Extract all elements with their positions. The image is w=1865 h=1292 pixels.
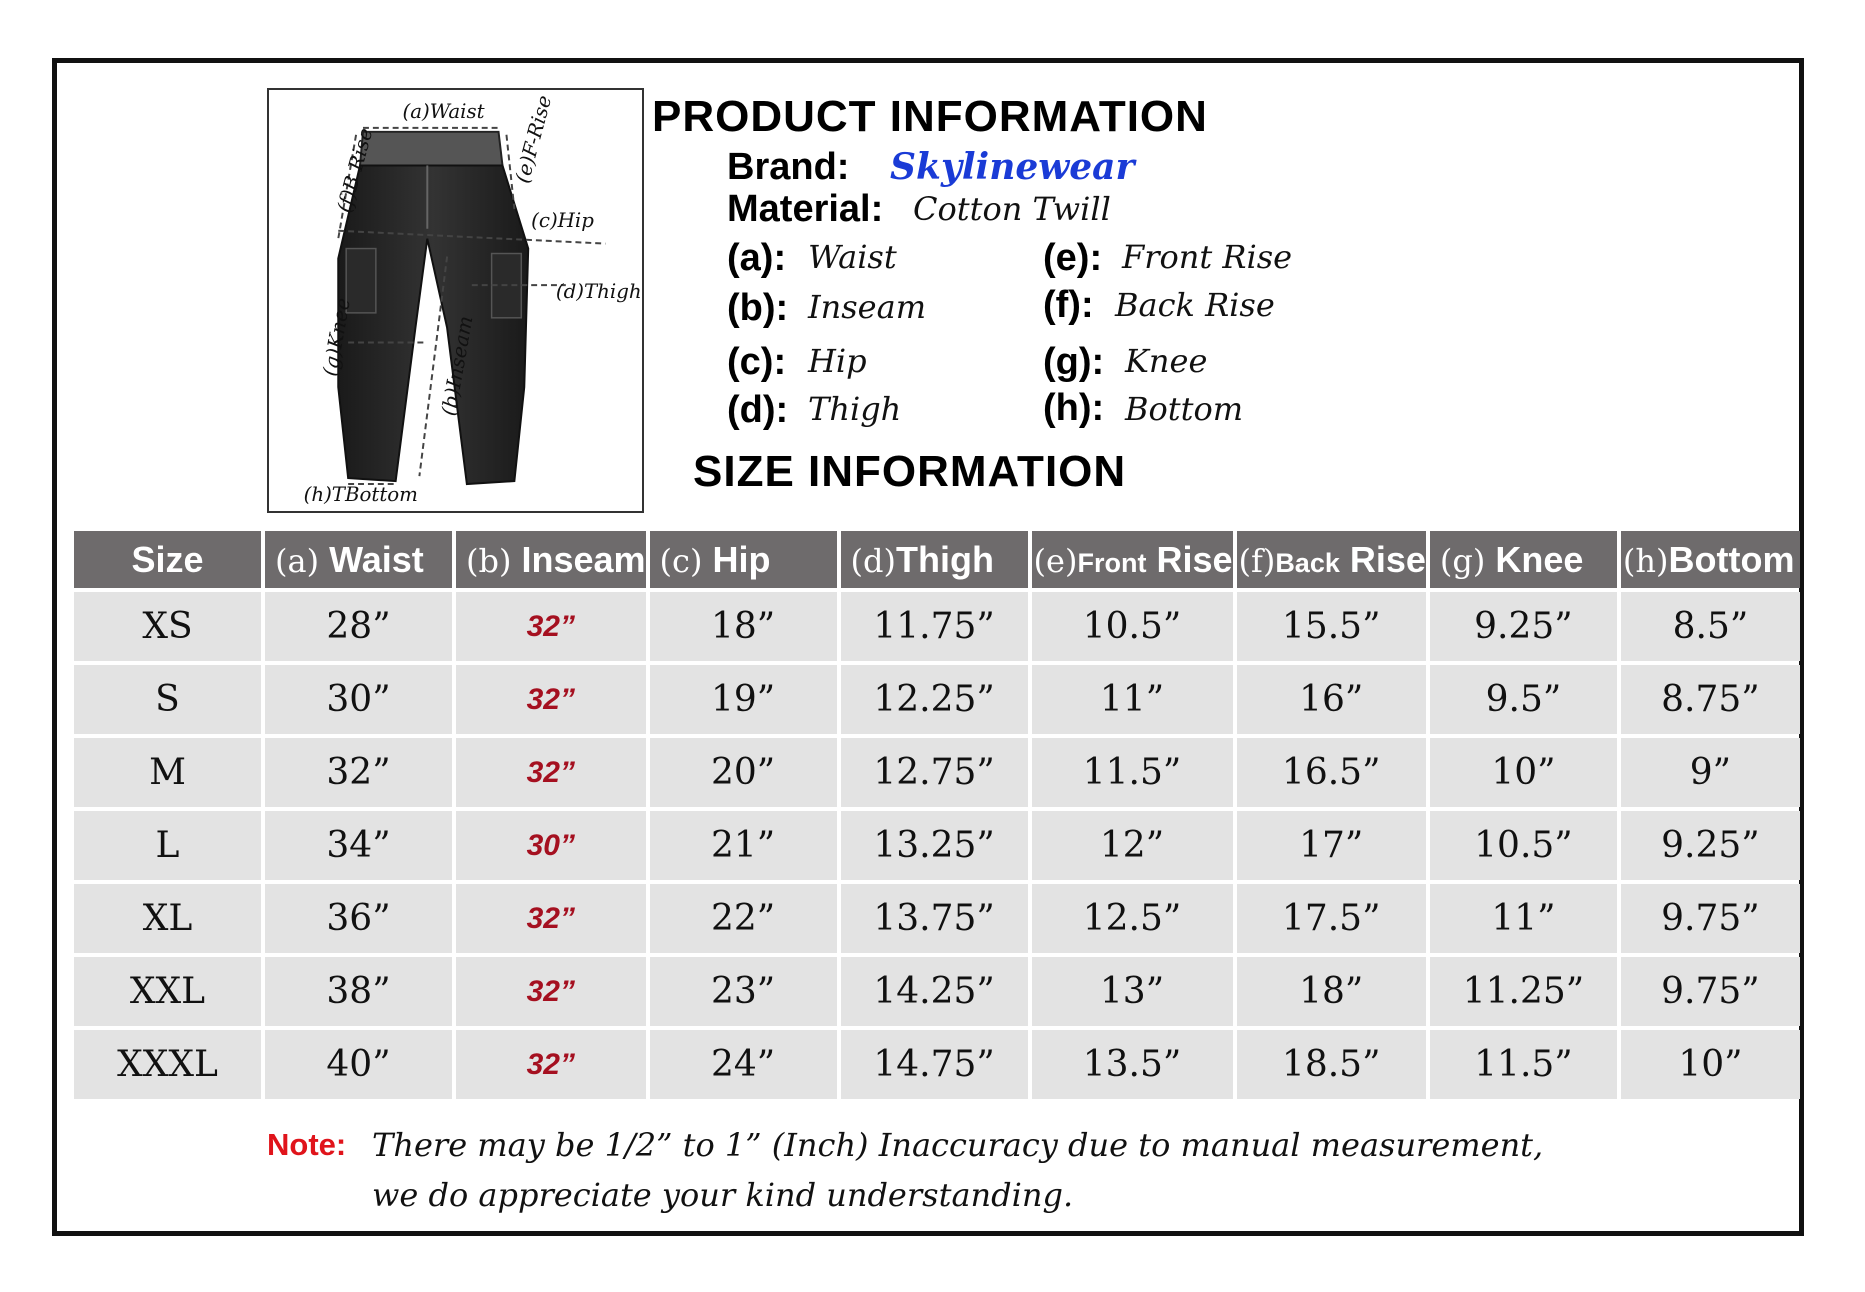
cell-bottom: 8.5” [1621, 592, 1800, 661]
legend-key-b: (b): [727, 287, 789, 329]
cell-front-rise: 11.5” [1032, 738, 1233, 807]
cell-bottom: 9.75” [1621, 884, 1800, 953]
brand-label: Brand: [727, 146, 850, 188]
cell-thigh: 12.25” [841, 665, 1028, 734]
cell-front-rise: 12.5” [1032, 884, 1233, 953]
cell-hip: 24” [650, 1030, 837, 1099]
cell-bottom: 10” [1621, 1030, 1800, 1099]
header-waist: (a) Waist [265, 531, 452, 588]
brand-value: Skylinewear [890, 146, 1135, 188]
label-front-rise: (e)F-Rise [510, 92, 557, 186]
cell-thigh: 12.75” [841, 738, 1028, 807]
cell-hip: 19” [650, 665, 837, 734]
cell-waist: 32” [265, 738, 452, 807]
cell-front-rise: 10.5” [1032, 592, 1233, 661]
cell-back-rise: 16” [1237, 665, 1426, 734]
pants-measurement-diagram [267, 88, 644, 513]
cell-knee: 10” [1430, 738, 1617, 807]
cell-bottom: 9.75” [1621, 957, 1800, 1026]
legend-value-d: Thigh [808, 390, 902, 428]
legend-value-g: Knee [1125, 342, 1208, 380]
cell-front-rise: 11” [1032, 665, 1233, 734]
cell-inseam: 32” [456, 1030, 646, 1099]
cell-back-rise: 18.5” [1237, 1030, 1426, 1099]
pants-body [338, 165, 528, 484]
cell-hip: 22” [650, 884, 837, 953]
cell-bottom: 8.75” [1621, 665, 1800, 734]
cell-waist: 38” [265, 957, 452, 1026]
label-inseam: (b)Inseam [437, 314, 478, 418]
cell-knee: 11.5” [1430, 1030, 1617, 1099]
legend-key-c: (c): [727, 341, 787, 383]
cell-knee: 9.5” [1430, 665, 1617, 734]
legend-value-e: Front Rise [1122, 238, 1293, 276]
header-hip: (c) Hip [650, 531, 837, 588]
cell-waist: 30” [265, 665, 452, 734]
note-line-1: There may be 1/2” to 1” (Inch) Inaccuracy due to manual measurement, [372, 1126, 1544, 1164]
cell-inseam: 32” [456, 738, 646, 807]
legend-key-d: (d): [727, 389, 789, 431]
size-row-l [74, 811, 1800, 880]
cell-waist: 40” [265, 1030, 452, 1099]
cell-size: XS [74, 592, 261, 661]
cell-waist: 34” [265, 811, 452, 880]
header-thigh: (d)Thigh [841, 531, 1028, 588]
cell-size: XXL [74, 957, 261, 1026]
size-information-title: SIZE INFORMATION [693, 447, 1127, 496]
cell-hip: 21” [650, 811, 837, 880]
cell-size: XXXL [74, 1030, 261, 1099]
legend-value-b: Inseam [808, 288, 927, 326]
material-value: Cotton Twill [913, 190, 1111, 228]
label-waist: (a)Waist [402, 99, 485, 123]
cell-size: S [74, 665, 261, 734]
header-inseam: (b) Inseam [456, 531, 646, 588]
cell-bottom: 9” [1621, 738, 1800, 807]
label-bottom: (h)TBottom [303, 482, 418, 506]
header-back-rise: (f)Back Rise [1237, 531, 1426, 588]
cell-knee: 10.5” [1430, 811, 1617, 880]
header-bottom: (h)Bottom [1621, 531, 1800, 588]
size-table-header-row [74, 531, 1800, 588]
cell-back-rise: 18” [1237, 957, 1426, 1026]
size-table [70, 527, 1804, 1103]
legend-key-h: (h): [1043, 387, 1105, 429]
cell-knee: 11” [1430, 884, 1617, 953]
cell-inseam: 32” [456, 665, 646, 734]
legend-value-a: Waist [808, 238, 897, 276]
header-knee: (g) Knee [1430, 531, 1617, 588]
cell-inseam: 30” [456, 811, 646, 880]
cell-bottom: 9.25” [1621, 811, 1800, 880]
cell-back-rise: 16.5” [1237, 738, 1426, 807]
cell-waist: 28” [265, 592, 452, 661]
cell-front-rise: 13.5” [1032, 1030, 1233, 1099]
cell-thigh: 13.25” [841, 811, 1028, 880]
cell-thigh: 14.75” [841, 1030, 1028, 1099]
cell-thigh: 14.25” [841, 957, 1028, 1026]
cell-front-rise: 12” [1032, 811, 1233, 880]
cell-knee: 9.25” [1430, 592, 1617, 661]
size-row-xxl [74, 957, 1800, 1026]
cell-size: XL [74, 884, 261, 953]
cell-size: L [74, 811, 261, 880]
cell-front-rise: 13” [1032, 957, 1233, 1026]
cell-inseam: 32” [456, 592, 646, 661]
cell-knee: 11.25” [1430, 957, 1617, 1026]
cell-inseam: 32” [456, 957, 646, 1026]
cell-thigh: 13.75” [841, 884, 1028, 953]
size-row-xl [74, 884, 1800, 953]
label-knee: (g)Knee [318, 296, 355, 379]
cell-back-rise: 17.5” [1237, 884, 1426, 953]
cell-back-rise: 17” [1237, 811, 1426, 880]
cell-hip: 18” [650, 592, 837, 661]
pants-waistband [360, 132, 502, 166]
cell-back-rise: 15.5” [1237, 592, 1426, 661]
note-label: Note: [267, 1127, 347, 1162]
label-thigh: (d)Thigh [555, 280, 642, 304]
material-label: Material: [727, 188, 884, 230]
legend-value-c: Hip [808, 342, 867, 380]
legend-key-e: (e): [1043, 237, 1103, 279]
legend-key-g: (g): [1043, 341, 1105, 383]
size-row-xxxl [74, 1030, 1800, 1099]
cell-waist: 36” [265, 884, 452, 953]
label-back-rise: (f)B Rise [332, 125, 378, 216]
note-line-2: we do appreciate your kind understanding. [372, 1176, 1074, 1214]
header-front-rise: (e)Front Rise [1032, 531, 1233, 588]
legend-value-f: Back Rise [1115, 286, 1275, 324]
legend-key-f: (f): [1043, 284, 1094, 326]
cell-inseam: 32” [456, 884, 646, 953]
cell-hip: 20” [650, 738, 837, 807]
size-row-s [74, 665, 1800, 734]
label-hip: (c)Hip [531, 208, 594, 232]
legend-key-a: (a): [727, 237, 787, 279]
legend-value-h: Bottom [1125, 390, 1244, 428]
cell-thigh: 11.75” [841, 592, 1028, 661]
cell-size: M [74, 738, 261, 807]
size-row-xs [74, 592, 1800, 661]
header-size: Size [74, 531, 261, 588]
cell-hip: 23” [650, 957, 837, 1026]
product-information-title: PRODUCT INFORMATION [652, 92, 1208, 141]
size-row-m [74, 738, 1800, 807]
